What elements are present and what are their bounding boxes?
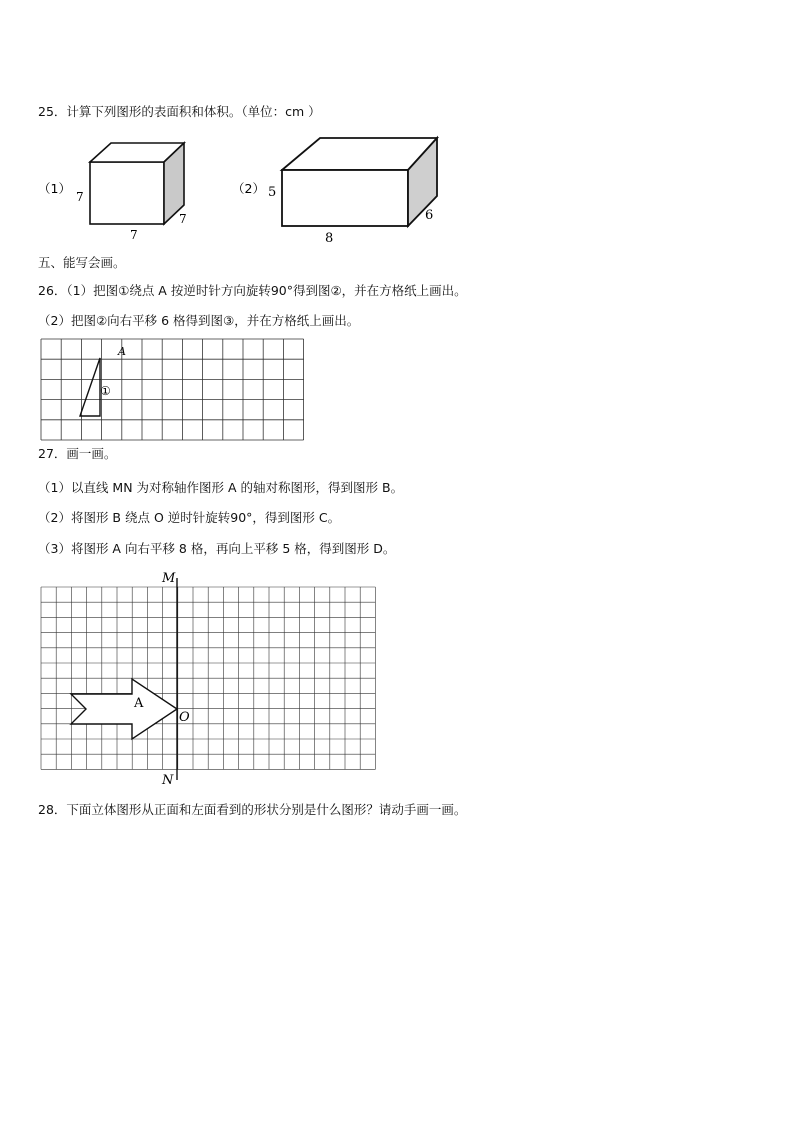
question-26-line-1: 26．（1）把图①绕点 A 按逆时针方向旋转90°得到图②，并在方格纸上画出。 xyxy=(38,283,467,298)
figure-2-tag: （2） xyxy=(232,181,265,196)
question-25-text: 25．计算下列图形的表面积和体积。（单位：cm ） xyxy=(38,104,321,119)
figure-a-shape xyxy=(71,679,177,739)
cuboid-2-height-label: 5 xyxy=(268,185,277,200)
section-5-title: 五、能写会画。 xyxy=(38,255,126,270)
grid-paper-q26 xyxy=(40,338,306,438)
question-28-text: 28．下面立体图形从正面和左面看到的形状分别是什么图形？请动手画一画。 xyxy=(38,802,467,817)
cuboid-2-length-label: 8 xyxy=(325,231,334,246)
cuboid-2-width-label: 6 xyxy=(425,208,434,223)
question-27-title: 27．画一画。 xyxy=(38,446,117,461)
cuboid-1-front-face xyxy=(90,162,164,224)
question-27-line-1: （1）以直线 MN 为对称轴作图形 A 的轴对称图形，得到图形 B。 xyxy=(38,480,404,495)
grid-paper-q27 xyxy=(40,570,380,790)
shape-1-label: ① xyxy=(100,384,111,398)
cuboid-2-front-face xyxy=(282,170,408,226)
cuboid-figure-1 xyxy=(30,135,210,245)
cuboid-1-height-label: 7 xyxy=(76,190,84,204)
figure-1-tag: （1） xyxy=(38,181,71,196)
question-27-line-3: （3）将图形 A 向右平移 8 格，再向上平移 5 格，得到图形 D。 xyxy=(38,541,396,556)
question-26-line-2: （2）把图②向右平移 6 格得到图③，并在方格纸上画出。 xyxy=(38,313,360,328)
cuboid-1-width-label: 7 xyxy=(179,212,187,226)
figure-a-label: A xyxy=(134,696,144,711)
triangle-shape-1 xyxy=(80,358,100,416)
question-27-line-2: （2）将图形 B 绕点 O 逆时针旋转90°，得到图形 C。 xyxy=(38,510,341,525)
cuboid-1-length-label: 7 xyxy=(130,228,138,242)
point-o-label: O xyxy=(179,710,190,725)
point-a-label: A xyxy=(118,345,126,358)
cuboid-figure-2 xyxy=(228,132,458,247)
point-n-label: N xyxy=(162,773,174,788)
point-m-label: M xyxy=(162,571,176,586)
